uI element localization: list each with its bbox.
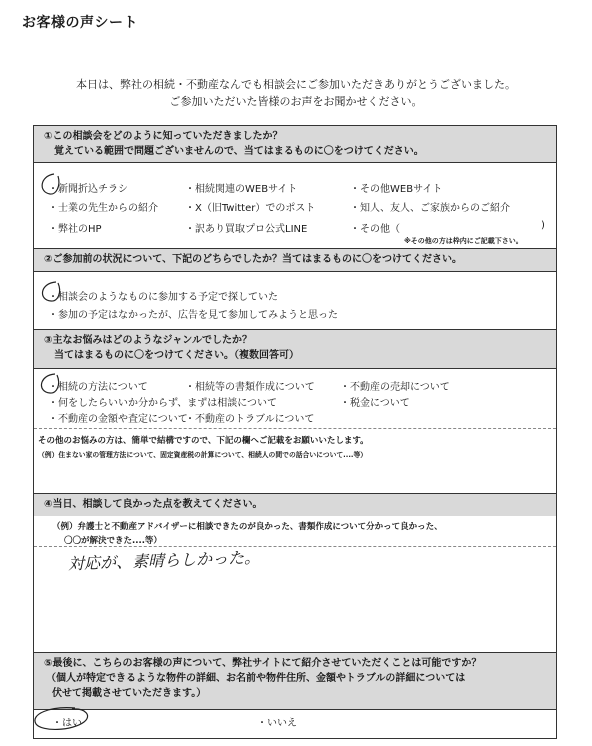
q2-check-mark	[42, 282, 59, 301]
q1-other-close-paren: )	[541, 220, 545, 231]
q1-heading-line-2: 覚えている範囲で問題ございませんので、当てはまるものに〇をつけてください。	[54, 146, 424, 157]
q4-example-line-2: 〇〇が解決できた....等）	[64, 536, 162, 546]
q1-option-x-post[interactable]: ・X（旧Twitter）でのポスト	[185, 203, 316, 214]
q3-option-trouble[interactable]: ・不動産のトラブルについて	[185, 414, 315, 425]
q5-heading-line-1: ⑤最後に、こちらのお客様の声について、弊社サイトにて紹介させていただくことは可能ですか？	[44, 658, 482, 669]
q1-option-line[interactable]: ・訳あり買取プロ公式LINE	[185, 224, 308, 235]
q2-option-planned[interactable]: ・相談会のようなものに参加する予定で探していた	[48, 292, 278, 303]
q3-other-title: その他のお悩みの方は、簡単で結構ですので、下記の欄へご記載をお願いいたします。	[38, 436, 369, 446]
q3-option-unsure[interactable]: ・何をしたらいいか分からず、まずは相談について	[48, 398, 277, 409]
q3-option-tax[interactable]: ・税金について	[340, 398, 410, 409]
q3-check-mark	[41, 374, 58, 393]
sheet-title: お客様の声シート	[22, 15, 138, 31]
intro-line-2: ご参加いただいた皆様のお声をお聞かせください。	[169, 95, 423, 108]
q4-example-line-1: （例）弁護士と不動産アドバイザーに相談できたのが良かった、書類作成について分かって良かった、	[52, 522, 443, 532]
q1-heading-line-1: ①この相談会をどのように知っていただきましたか？	[44, 131, 283, 142]
q3-option-documents[interactable]: ・相続等の書類作成について	[185, 382, 315, 393]
q4-heading-line: ④当日、相談して良かった点を教えてください。	[44, 499, 263, 510]
q1-option-homepage[interactable]: ・弊社のHP	[48, 224, 102, 235]
q2-option-ad[interactable]: ・参加の予定はなかったが、広告を見て参加してみようと思った	[48, 310, 338, 321]
q3-option-method[interactable]: ・相続の方法について	[48, 382, 148, 393]
q3-option-valuation[interactable]: ・不動産の金額や査定について	[48, 414, 188, 425]
intro-line-1: 本日は、弊社の相続・不動産なんでも相談会にご参加いただきありがとうございました。	[76, 78, 516, 91]
q1-option-professional[interactable]: ・士業の先生からの紹介	[48, 203, 158, 214]
q4-handwritten-answer: 対応が、素晴らしかった。	[67, 547, 261, 574]
q3-other-example: （例）住まない家の管理方法について、固定資産税の計算について、相続人の間での話合いについて....等）	[38, 451, 368, 459]
q5-heading-line-2: （個人が特定できるような物件の詳細、お名前や物件住所、金額やトラブルの詳細については	[46, 673, 466, 684]
q5-option-yes[interactable]: ・はい	[52, 718, 82, 729]
q5-option-no[interactable]: ・いいえ	[257, 718, 297, 729]
q2-heading-line: ②ご参加前の状況について、下記のどちらでしたか？当てはまるものに〇をつけてください。	[44, 254, 462, 265]
q5-heading-line-3: 伏せて掲載させていただきます。）	[52, 688, 207, 699]
q1-check-mark	[42, 174, 59, 194]
q1-other-note: ※その他の方は枠内にご記載下さい。	[404, 237, 523, 245]
q1-option-other-web[interactable]: ・その他WEBサイト	[350, 184, 443, 195]
q5-check-mark	[35, 708, 88, 730]
q3-heading-line-2: 当てはまるものに〇をつけてください。（複数回答可）	[54, 350, 299, 361]
q3-option-sale[interactable]: ・不動産の売却について	[340, 382, 450, 393]
q1-option-referral[interactable]: ・知人、友人、ご家族からのご紹介	[350, 203, 510, 214]
q1-option-newspaper[interactable]: ・新聞折込チラシ	[48, 184, 128, 195]
q1-option-inheritance-web[interactable]: ・相続関連のWEBサイト	[185, 184, 298, 195]
q1-option-other[interactable]: ・その他（	[350, 224, 400, 235]
q3-heading-line-1: ③主なお悩みはどのようなジャンルでしたか？	[44, 335, 253, 346]
